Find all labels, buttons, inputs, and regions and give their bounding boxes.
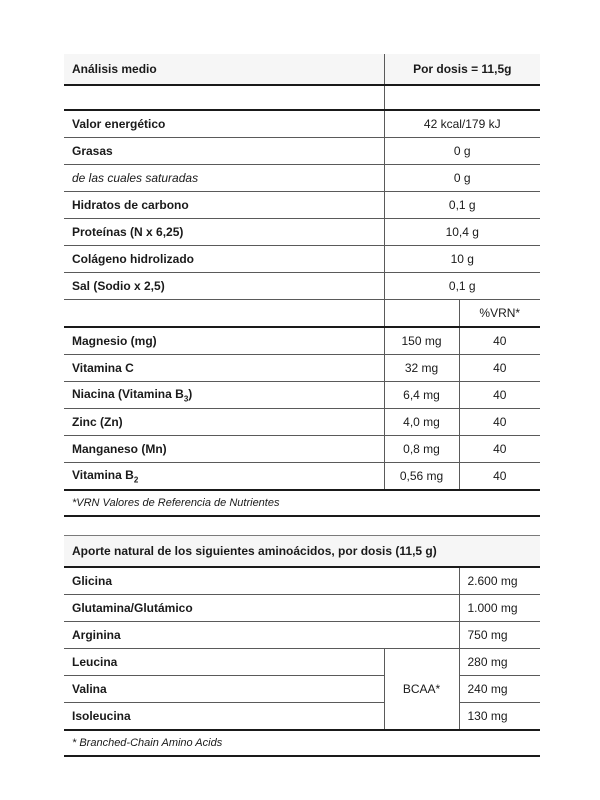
amino-acids-header: [64, 536, 540, 568]
row-name-text: Niacina (Vitamina B: [72, 386, 184, 401]
table-row: [64, 649, 540, 676]
row-value: 2.600 mg: [459, 567, 540, 595]
bcaa-label: BCAA*: [384, 649, 459, 731]
vrn-header: %VRN*: [459, 300, 540, 328]
row-vrn: 40: [459, 355, 540, 382]
header-label: Análisis medio: [64, 54, 384, 85]
table-row: [64, 246, 540, 273]
amino-header-label: Aporte natural de los siguientes aminoácidos, por dosis (11,5 g): [64, 536, 540, 568]
row-name: Valina: [64, 676, 384, 703]
row-amount: 32 mg: [384, 355, 459, 382]
footnote: * Branched-Chain Amino Acids: [64, 730, 540, 756]
table-row: [64, 138, 540, 165]
row-value: 240 mg: [459, 676, 540, 703]
footnote-row: [64, 490, 540, 516]
table-row: [64, 273, 540, 300]
row-name: Leucina: [64, 649, 384, 676]
table-row: [64, 463, 540, 491]
table-row: [64, 165, 540, 192]
row-name: Niacina (Vitamina $B_3$): [64, 382, 384, 409]
row-name: Sal (Sodio x 2,5): [64, 273, 384, 300]
row-value: 0 g: [384, 165, 540, 192]
row-name: Zinc (Zn): [64, 409, 384, 436]
row-value: 0,1 g: [384, 192, 540, 219]
row-amount: 6,4 mg: [384, 382, 459, 409]
table-row: [64, 409, 540, 436]
row-value: 42 kcal/179 kJ: [384, 110, 540, 138]
row-name: Proteínas (N x 6,25): [64, 219, 384, 246]
row-name: Glutamina/Glutámico: [64, 595, 459, 622]
row-value: 130 mg: [459, 703, 540, 731]
row-value: 1.000 mg: [459, 595, 540, 622]
table-row: [64, 327, 540, 355]
table-row: [64, 567, 540, 595]
row-value: 0,1 g: [384, 273, 540, 300]
row-amount: 0,56 mg: [384, 463, 459, 491]
row-name: Vitamina C: [64, 355, 384, 382]
row-vrn: 40: [459, 382, 540, 409]
header-dose: Por dosis = 11,5g: [384, 54, 540, 85]
table-row: [64, 622, 540, 649]
row-name: Arginina: [64, 622, 459, 649]
row-name-subscript: 2: [133, 475, 139, 485]
row-name: Magnesio (mg): [64, 327, 384, 355]
blank-row: [64, 85, 540, 110]
row-name: Isoleucina: [64, 703, 384, 731]
row-name-text: Vitamina B: [72, 467, 134, 482]
table-row: [64, 676, 540, 703]
row-name: Manganeso (Mn): [64, 436, 384, 463]
table-row: [64, 436, 540, 463]
row-name-subscript: 3: [183, 394, 189, 404]
table-row: [64, 355, 540, 382]
row-name: [64, 463, 384, 491]
row-vrn: 40: [459, 463, 540, 491]
footnote-row: [64, 730, 540, 756]
row-name: Grasas: [64, 138, 384, 165]
row-value: 280 mg: [459, 649, 540, 676]
table-row: [64, 703, 540, 731]
row-vrn: 40: [459, 327, 540, 355]
row-value: 750 mg: [459, 622, 540, 649]
table-row: [64, 595, 540, 622]
row-name: Colágeno hidrolizado: [64, 246, 384, 273]
vrn-header-row: [64, 300, 540, 328]
row-name: Hidratos de carbono: [64, 192, 384, 219]
row-vrn: 40: [459, 436, 540, 463]
amino-acids-table: [64, 535, 540, 757]
row-vrn: 40: [459, 409, 540, 436]
table-row: [64, 192, 540, 219]
row-name: de las cuales saturadas: [64, 165, 384, 192]
row-value: 10 g: [384, 246, 540, 273]
footnote: *VRN Valores de Referencia de Nutrientes: [64, 490, 540, 516]
table-row: [64, 110, 540, 138]
row-amount: 0,8 mg: [384, 436, 459, 463]
row-value: 0 g: [384, 138, 540, 165]
row-name: Valor energético: [64, 110, 384, 138]
row-amount: 4,0 mg: [384, 409, 459, 436]
nutrition-table-header: [64, 54, 540, 85]
table-row: [64, 382, 540, 409]
nutrition-table: [64, 54, 540, 517]
row-amount: 150 mg: [384, 327, 459, 355]
table-row: [64, 219, 540, 246]
row-value: 10,4 g: [384, 219, 540, 246]
row-name: Glicina: [64, 567, 459, 595]
